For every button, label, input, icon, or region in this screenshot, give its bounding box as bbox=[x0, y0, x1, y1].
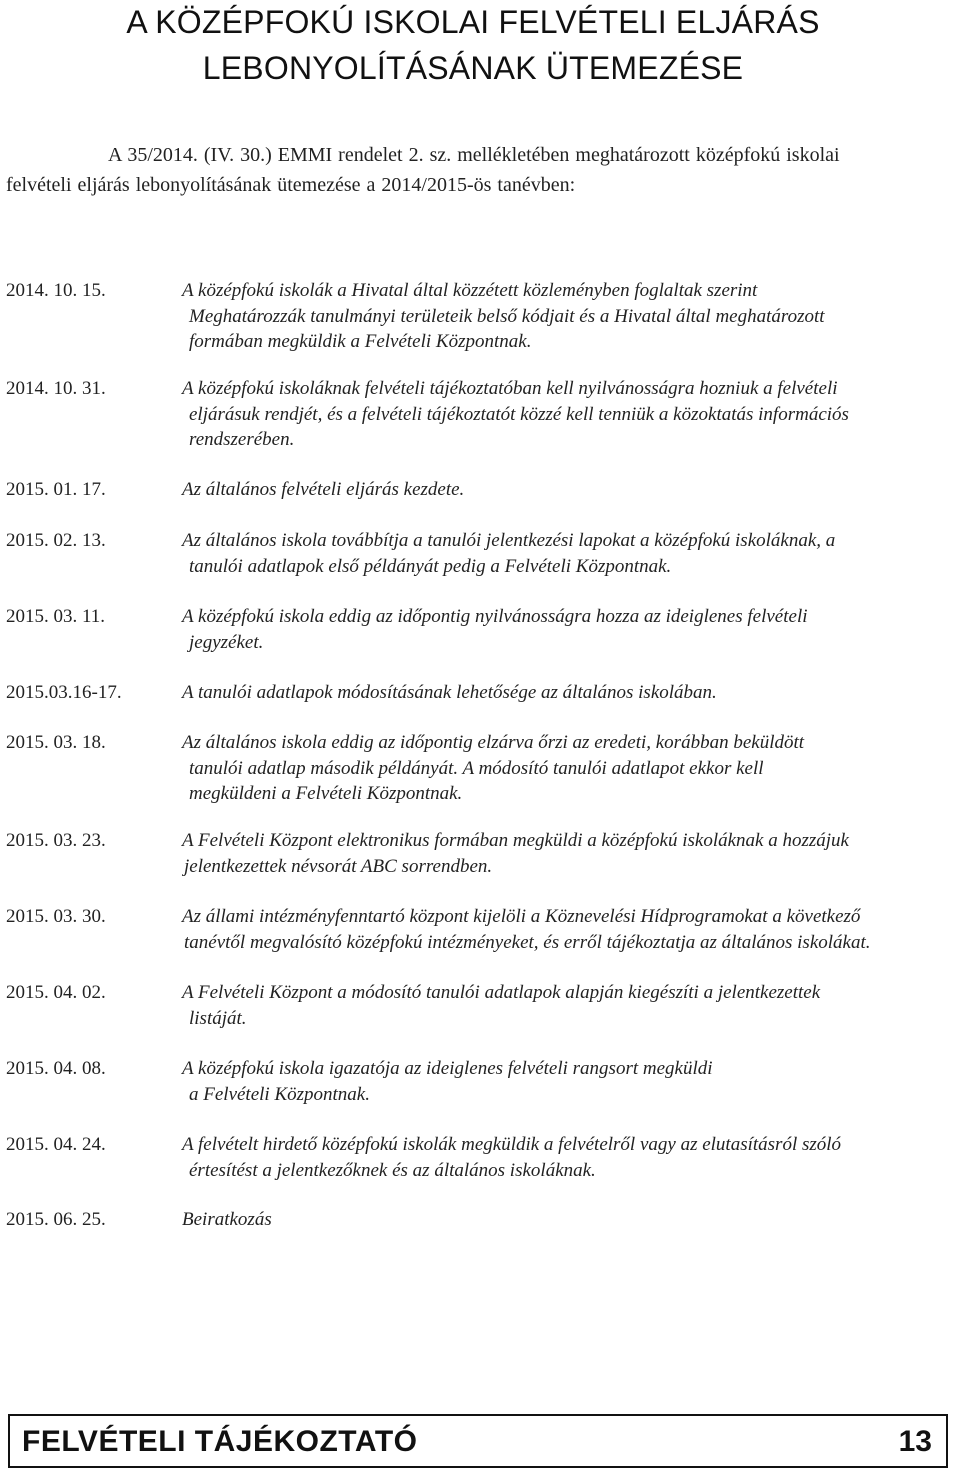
schedule-description bbox=[182, 730, 960, 807]
schedule-date: 2015. 03. 11. bbox=[6, 606, 106, 627]
page-number: 13 bbox=[898, 1425, 932, 1458]
schedule-date: 2015. 04. 02. bbox=[6, 982, 106, 1003]
schedule-description bbox=[182, 604, 960, 655]
schedule-description bbox=[182, 528, 960, 579]
schedule-description bbox=[182, 1207, 960, 1233]
schedule-description-line: tanulói adatlapok első példányát pedig a Felvételi Központnak. bbox=[189, 555, 672, 577]
schedule-description-line: rendszerében. bbox=[189, 429, 295, 450]
schedule-date: 2015. 06. 25. bbox=[6, 1209, 106, 1230]
schedule-description-line: A középfokú iskola igazatója az ideiglenes felvételi rangsort megküldi bbox=[182, 1058, 713, 1079]
schedule-date: 2015.03.16-17. bbox=[6, 682, 122, 703]
schedule-description bbox=[182, 1132, 960, 1183]
schedule-description-line: formában megküldik a Felvételi Központnak. bbox=[189, 331, 532, 352]
schedule-description bbox=[182, 828, 960, 879]
schedule-description-line: A Felvételi Központ elektronikus formában megküldi a középfokú iskoláknak a hozzájuk bbox=[182, 830, 849, 851]
schedule-date: 2015. 02. 13. bbox=[6, 530, 106, 551]
schedule-description-line: a Felvételi Központnak. bbox=[189, 1083, 370, 1105]
schedule-description-line: listáját. bbox=[189, 1007, 247, 1029]
footer-bar bbox=[8, 1414, 948, 1468]
footer-title: FELVÉTELI TÁJÉKOZTATÓ bbox=[22, 1425, 418, 1458]
schedule-date: 2015. 03. 18. bbox=[6, 732, 106, 753]
schedule-description-line: A középfokú iskolák a Hivatal által közzétett közleményben foglaltak szerint bbox=[182, 280, 758, 301]
schedule-description bbox=[182, 980, 960, 1031]
intro-line-1: A 35/2014. (IV. 30.) EMMI rendelet 2. sz. mellékletében meghatározott középfokú iskolai bbox=[108, 144, 840, 166]
schedule-description-line: tanévtől megvalósító középfokú intézményeket, és erről tájékoztatja az általános iskolákat. bbox=[184, 931, 871, 953]
schedule-date: 2015. 03. 23. bbox=[6, 830, 106, 851]
schedule-description-line: A tanulói adatlapok módosításának lehetősége az általános iskolában. bbox=[182, 682, 717, 703]
schedule-description-line: A középfokú iskola eddig az időpontig nyilvánosságra hozza az ideiglenes felvételi bbox=[182, 606, 808, 627]
schedule-description-line: értesítést a jelentkezőknek és az általános iskoláknak. bbox=[189, 1159, 596, 1181]
schedule-description-line: jelentkezettek névsorát ABC sorrendben. bbox=[184, 855, 493, 877]
intro-line-2: felvételi eljárás lebonyolításának ütemezése a 2014/2015-ös tanévben: bbox=[6, 174, 576, 196]
schedule-date: 2015. 04. 08. bbox=[6, 1058, 106, 1079]
schedule-description-line: jegyzéket. bbox=[189, 631, 264, 653]
schedule-date: 2015. 04. 24. bbox=[6, 1134, 106, 1155]
schedule-description-line: eljárásuk rendjét, és a felvételi tájékoztatót közzé kell tenniük a közoktatás információs bbox=[189, 403, 849, 425]
schedule-description bbox=[182, 376, 960, 453]
schedule-description-line: A felvételt hirdető középfokú iskolák megküldik a felvételről vagy az elutasításról szóló bbox=[182, 1134, 842, 1155]
schedule-description-line: A középfokú iskoláknak felvételi tájékoztatóban kell nyilvánosságra hozniuk a felvételi bbox=[182, 378, 838, 399]
page-title-line-1: A KÖZÉPFOKÚ ISKOLAI FELVÉTELI ELJÁRÁS bbox=[126, 4, 820, 40]
schedule-description-line: megküldeni a Felvételi Központnak. bbox=[189, 783, 463, 804]
schedule-date: 2015. 01. 17. bbox=[6, 479, 106, 500]
schedule-description bbox=[182, 904, 960, 955]
page-title-line-2: LEBONYOLÍTÁSÁNAK ÜTEMEZÉSE bbox=[202, 50, 744, 86]
schedule-description-line: Az általános iskola továbbítja a tanulói jelentkezési lapokat a középfokú iskoláknak, a bbox=[182, 530, 836, 551]
schedule-description bbox=[182, 680, 960, 706]
schedule-description-line: Az állami intézményfenntartó központ kijelöli a Köznevelési Hídprogramokat a következő bbox=[182, 906, 861, 927]
schedule-description-line: Meghatározzák tanulmányi területeik belső kódjait és a Hivatal által meghatározott bbox=[189, 305, 825, 327]
schedule-description-line: tanulói adatlap második példányát. A módosító tanulói adatlapot ekkor kell bbox=[189, 757, 764, 779]
schedule-description bbox=[182, 477, 960, 503]
schedule-description-line: Az általános felvételi eljárás kezdete. bbox=[182, 479, 465, 500]
schedule-description-line: Az általános iskola eddig az időpontig elzárva őrzi az eredeti, korábban beküldött bbox=[182, 732, 805, 753]
schedule-description bbox=[182, 278, 960, 355]
schedule-description-line: Beiratkozás bbox=[182, 1209, 272, 1230]
schedule-description-line: A Felvételi Központ a módosító tanulói adatlapok alapján kiegészíti a jelentkezettek bbox=[182, 982, 821, 1003]
schedule-date: 2015. 03. 30. bbox=[6, 906, 106, 927]
schedule-date: 2014. 10. 31. bbox=[6, 378, 106, 399]
schedule-description bbox=[182, 1056, 960, 1107]
schedule-date: 2014. 10. 15. bbox=[6, 280, 106, 301]
